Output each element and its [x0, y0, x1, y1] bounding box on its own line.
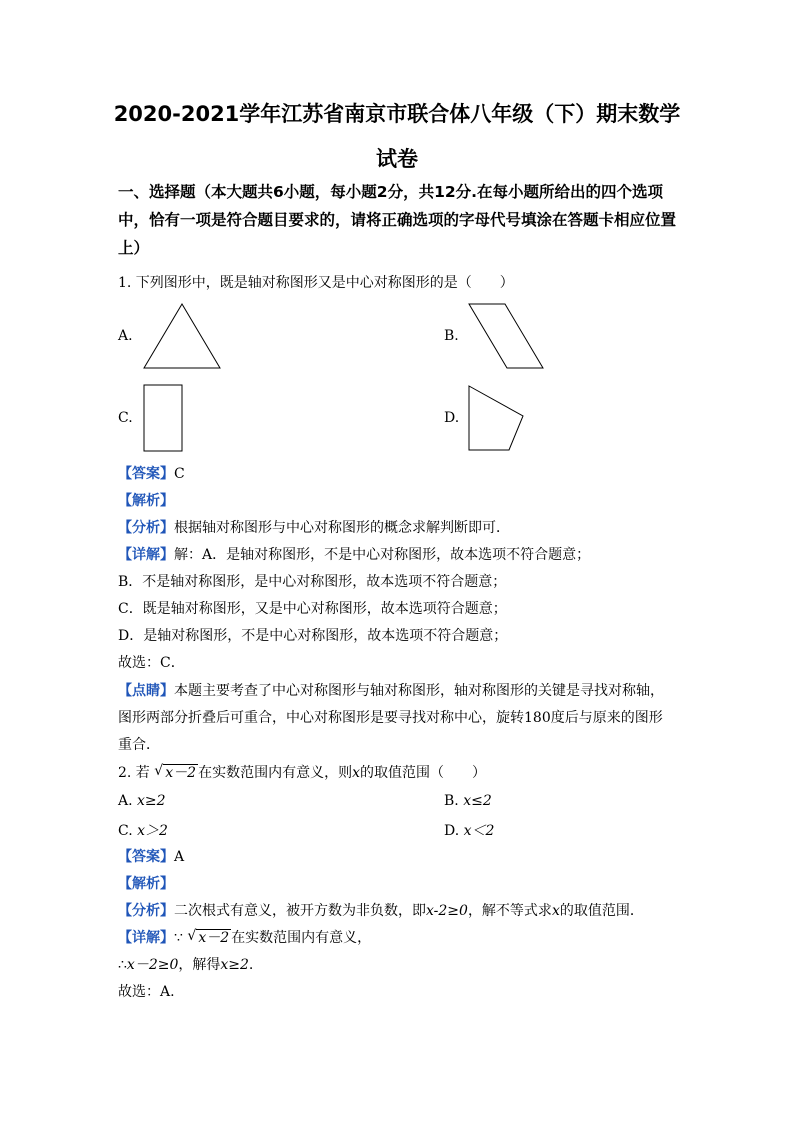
q1-option-c-label: C. — [118, 410, 133, 426]
sqrt-expression-2 — [187, 928, 231, 948]
q2-option-d-value: x＜2 — [463, 823, 495, 839]
q2-step — [118, 955, 253, 975]
q2-stem-end: 的取值范围（ ） — [359, 765, 486, 781]
radicand-2: x－2 — [198, 930, 230, 946]
q1-line-b: B．不是轴对称图形，是中心对称图形，故本选项不符合题意； — [118, 574, 507, 590]
q2-choose: 故选：A. — [118, 984, 175, 1000]
q2-fenxi-b: x-2≥0 — [426, 903, 468, 919]
sqrt-expression — [154, 763, 198, 783]
q1-dianjing-text-1: 本题主要考查了中心对称图形与轴对称图形，轴对称图形的关键是寻找对称轴， — [174, 683, 664, 699]
dianjing-tag: 【点睛】 — [118, 683, 174, 699]
radical-sign-icon: √ — [154, 763, 164, 779]
q1-option-a-label: A. — [118, 328, 133, 344]
q2-option-c-value: x＞2 — [137, 823, 168, 839]
q2-step-d: x≥2 — [220, 957, 249, 973]
q2-option-a — [118, 793, 166, 809]
rectangle-figure — [140, 382, 188, 454]
q1-stem: 1. 下列图形中，既是轴对称图形又是中心对称图形的是（ ） — [118, 275, 514, 291]
q2-option-c — [118, 820, 168, 840]
triangle-figure — [140, 300, 224, 372]
q1-xiangjie — [118, 545, 590, 565]
radical-sign-icon: √ — [187, 928, 197, 944]
q2-stem — [118, 763, 486, 783]
document-title-line-1: 2020-2021学年江苏省南京市联合体八年级（下）期末数学 — [113, 102, 681, 126]
q1-dianjing-1 — [118, 681, 664, 701]
q2-number: 2. 若 — [118, 765, 150, 781]
q1-answer-value: C — [174, 466, 185, 482]
fenxi-tag: 【分析】 — [118, 903, 174, 919]
q2-option-d — [444, 820, 494, 840]
answer-tag: 【答案】 — [118, 466, 174, 482]
xiangjie-tag: 【详解】 — [118, 547, 174, 563]
q1-fenxi — [118, 518, 510, 538]
analysis-tag: 【解析】 — [118, 876, 174, 892]
therefore-symbol: ∴ — [118, 957, 127, 973]
q2-option-b-value: x≤2 — [463, 793, 492, 809]
q1-choose: 故选：C． — [118, 655, 185, 671]
q2-variable: x — [352, 765, 360, 781]
q1-line-d: D．是轴对称图形，不是中心对称图形，故本选项不符合题意； — [118, 628, 508, 644]
q1-line-c: C．既是轴对称图形，又是中心对称图形，故本选项符合题意； — [118, 601, 507, 617]
q2-fenxi — [118, 901, 644, 921]
q2-option-b — [444, 793, 492, 809]
because-symbol: ∵ — [174, 930, 183, 946]
q2-fenxi-e: 的取值范围． — [559, 903, 644, 919]
q2-fenxi-d: x — [551, 903, 560, 919]
q2-step-e: . — [248, 957, 254, 973]
q2-xiangjie — [118, 928, 371, 948]
answer-tag: 【答案】 — [118, 849, 174, 865]
q2-step-c: ，解得 — [178, 957, 221, 973]
q2-stem-rest: 在实数范围内有意义，则 — [198, 765, 353, 781]
section-heading: 一、选择题（本大题共6小题，每小题2分，共12分.在每小题所给出的四个选项中，恰有一项是符合题目要求的，请将正确选项的字母代号填涂在答题卡相应位置上） — [118, 183, 677, 257]
q1-option-d-label: D. — [444, 410, 460, 426]
q1-analysis-heading — [118, 491, 174, 511]
q2-answer-value: A — [174, 849, 185, 865]
q1-answer — [118, 464, 185, 484]
q2-option-b-label: B. — [444, 793, 459, 809]
q1-option-b-label: B. — [444, 328, 459, 344]
parallelogram-figure — [465, 300, 549, 372]
q2-option-a-value: x≥2 — [137, 793, 166, 809]
q2-fenxi-c: ，解不等式求 — [467, 903, 552, 919]
q2-option-d-label: D. — [444, 823, 460, 839]
quadrilateral-figure — [465, 382, 529, 454]
document-title-line-2: 试卷 — [376, 147, 418, 171]
q1-fenxi-text: 根据轴对称图形与中心对称图形的概念求解判断即可． — [174, 520, 510, 536]
q2-answer — [118, 847, 184, 867]
q2-xiangjie-b: 在实数范围内有意义， — [231, 930, 372, 946]
q1-dianjing-3: 重合． — [118, 737, 160, 753]
q2-option-a-label: A. — [118, 793, 133, 809]
radicand: x－2 — [165, 765, 197, 781]
analysis-tag: 【解析】 — [118, 493, 174, 509]
q1-dianjing-2: 图形两部分折叠后可重合，中心对称图形是要寻找对称中心，旋转180度后与原来的图形 — [118, 710, 663, 726]
q2-option-c-label: C. — [118, 823, 133, 839]
q2-fenxi-a: 二次根式有意义，被开方数为非负数，即 — [174, 903, 426, 919]
q1-xiangjie-text: 解：A．是轴对称图形，不是中心对称图形，故本选项不符合题意； — [174, 547, 591, 563]
q2-analysis-heading — [118, 874, 174, 894]
q2-step-b: x－2≥0 — [126, 957, 179, 973]
xiangjie-tag: 【详解】 — [118, 930, 174, 946]
fenxi-tag: 【分析】 — [118, 520, 174, 536]
